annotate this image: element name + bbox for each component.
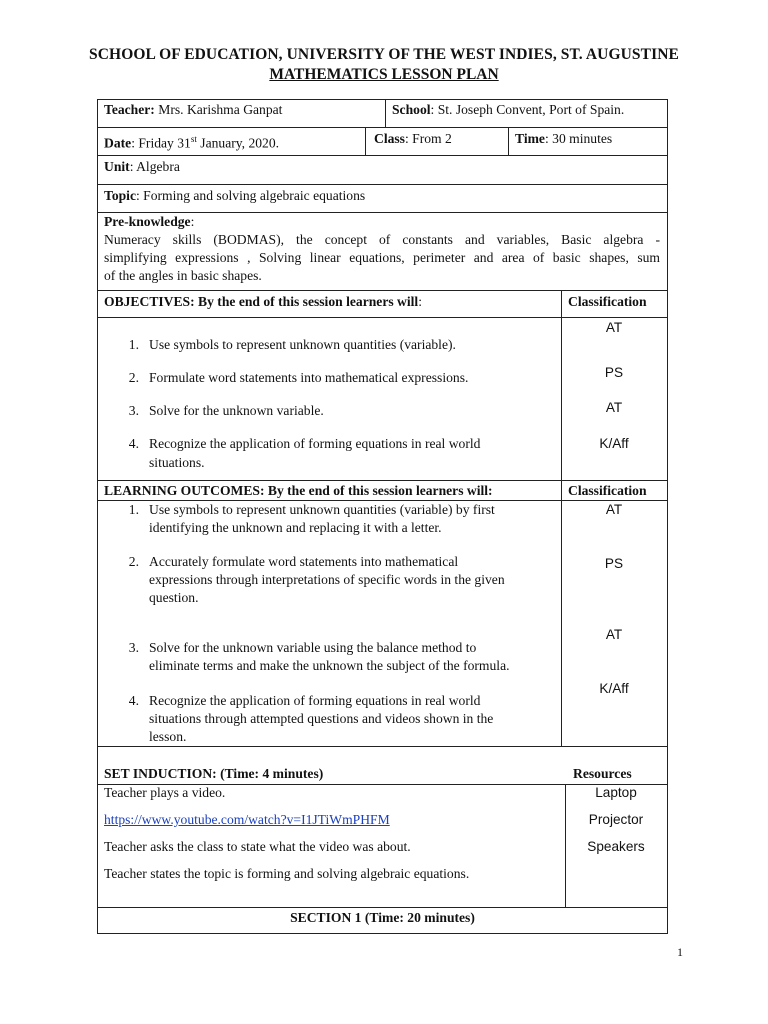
teacher-value: Mrs. Karishma Ganpat <box>154 102 283 117</box>
time-value: : 30 minutes <box>544 131 613 146</box>
outcome-classification: AT <box>605 502 623 517</box>
set-induction-step: Teacher asks the class to state what the video was about. <box>104 839 411 854</box>
outcome-classification: PS <box>604 556 624 571</box>
class-value: : From 2 <box>404 131 452 146</box>
resource-item: Projector <box>588 812 644 827</box>
outcomes-heading: LEARNING OUTCOMES: By the end of this session learners will: <box>104 483 493 498</box>
objective-classification: AT <box>605 320 623 335</box>
topic-value: : Forming and solving algebraic equations <box>136 188 366 203</box>
document-header-title <box>0 66 768 84</box>
time-label: Time <box>515 131 545 146</box>
unit-value: : Algebra <box>129 159 180 174</box>
preknowledge-colon: : <box>190 214 195 229</box>
class-label: Class <box>374 131 405 146</box>
teacher-cell <box>104 101 282 119</box>
topic-label: Topic <box>104 188 136 203</box>
resource-item: Speakers <box>587 839 645 854</box>
teacher-label: Teacher: <box>104 102 155 117</box>
page-number: 1 <box>677 945 683 959</box>
topic-cell <box>104 187 365 205</box>
class-cell <box>374 130 452 148</box>
date-value: : Friday 31 <box>131 135 191 151</box>
outcome-classification: K/Aff <box>599 681 629 696</box>
objective-classification: AT <box>605 400 623 415</box>
school-value: : St. Joseph Convent, Port of Spain. <box>430 102 625 117</box>
preknowledge-cell <box>104 213 660 285</box>
set-induction-step: Teacher plays a video. <box>104 785 226 800</box>
preknowledge-line: simplifying expressions , Solving linear equations, perimeter and area of basic shapes, sum <box>104 250 660 265</box>
resources-header: Resources <box>573 766 632 781</box>
set-induction-step: Teacher states the topic is forming and solving algebraic equations. <box>104 866 470 881</box>
school-cell <box>392 101 624 119</box>
lesson-plan-title: MATHEMATICS LESSON PLAN <box>269 66 499 83</box>
outcomes-classification-header: Classification <box>568 483 647 498</box>
school-label: School <box>392 102 431 117</box>
document-header-institution: SCHOOL OF EDUCATION, UNIVERSITY OF THE WEST INDIES, ST. AUGUSTINE <box>89 46 679 63</box>
outcome-classification: AT <box>605 627 623 642</box>
set-induction-heading: SET INDUCTION: (Time: 4 minutes) <box>104 766 324 781</box>
unit-label: Unit <box>104 159 130 174</box>
video-link[interactable]: https://www.youtube.com/watch?v=I1JTiWmPHFM <box>104 812 390 827</box>
preknowledge-label: Pre-knowledge <box>104 214 191 229</box>
resource-item: Laptop <box>595 785 637 800</box>
date-cell <box>104 130 279 153</box>
unit-cell <box>104 158 180 176</box>
objective-classification: PS <box>604 365 624 380</box>
objectives-classification-header: Classification <box>568 294 647 309</box>
preknowledge-line: of the angles in basic shapes. <box>104 268 262 283</box>
objective-classification: K/Aff <box>599 436 629 451</box>
lesson-plan-page: SCHOOL OF EDUCATION, UNIVERSITY OF THE WEST INDIES, ST. AUGUSTINE MATHEMATICS LESSON PLAN Teacher: Mrs. Karishma Ganpat School: St. Joseph Convent, Port of Spain. Date: Friday 31st January, 2020. Class: From 2 Time: 30 minutes Unit: Algebra Topic: Forming and solving algebraic equations Pre-knowledge: Numeracy skills (BODMAS), the concept of constants and variables, Basic algebra - simplifying expressions , Solving linear equations, perimeter and area of basic shapes, sum of the angles in basic shapes. OBJECTIVES: By the end of this session learners will: Classification 1. Use symbols to represent unknown quantities (variable). 2. Formulate word statements into mathematical expressions. 3. Solve for the unknown variable. 4. Recognize the application of forming equations in real world situations. AT PS AT K/Aff LEARNING OUTCOMES: By the end of this session learners will: Classification 1. Use symbols to represent unknown quantities (variable) by first identifying the unknown and replacing it with a letter. 2. Accurately formulate word statements into mathematical expressions through interpretations of specific words in the given question. 3. Solve for the unknown variable using the balance method to eliminate terms and make the unknown the subject of the formula. 4. Recognize the application of forming equations in real world situations through attempted questions and videos shown in the lesson. AT PS AT K/Aff SET INDUCTION: (Time: 4 minutes) Resources Teacher plays a video. https://www.youtube.com/watch?v=I1JTiWmPHFM Teacher asks the class to state what the video was about. Teacher states the topic is forming and solving algebraic equations. Laptop Projector Speakers SECTION 1 (Time: 20 minutes) 1 <box>0 0 768 1024</box>
time-cell <box>515 130 612 148</box>
section-1-heading: SECTION 1 (Time: 20 minutes) <box>290 910 475 925</box>
date-value-rest: January, 2020. <box>196 135 280 151</box>
objectives-heading: OBJECTIVES: By the end of this session learners will: <box>104 294 422 309</box>
date-label: Date <box>104 135 132 151</box>
preknowledge-line: Numeracy skills (BODMAS), the concept of constants and variables, Basic algebra - <box>104 232 660 247</box>
date-ordinal: st <box>190 134 197 144</box>
